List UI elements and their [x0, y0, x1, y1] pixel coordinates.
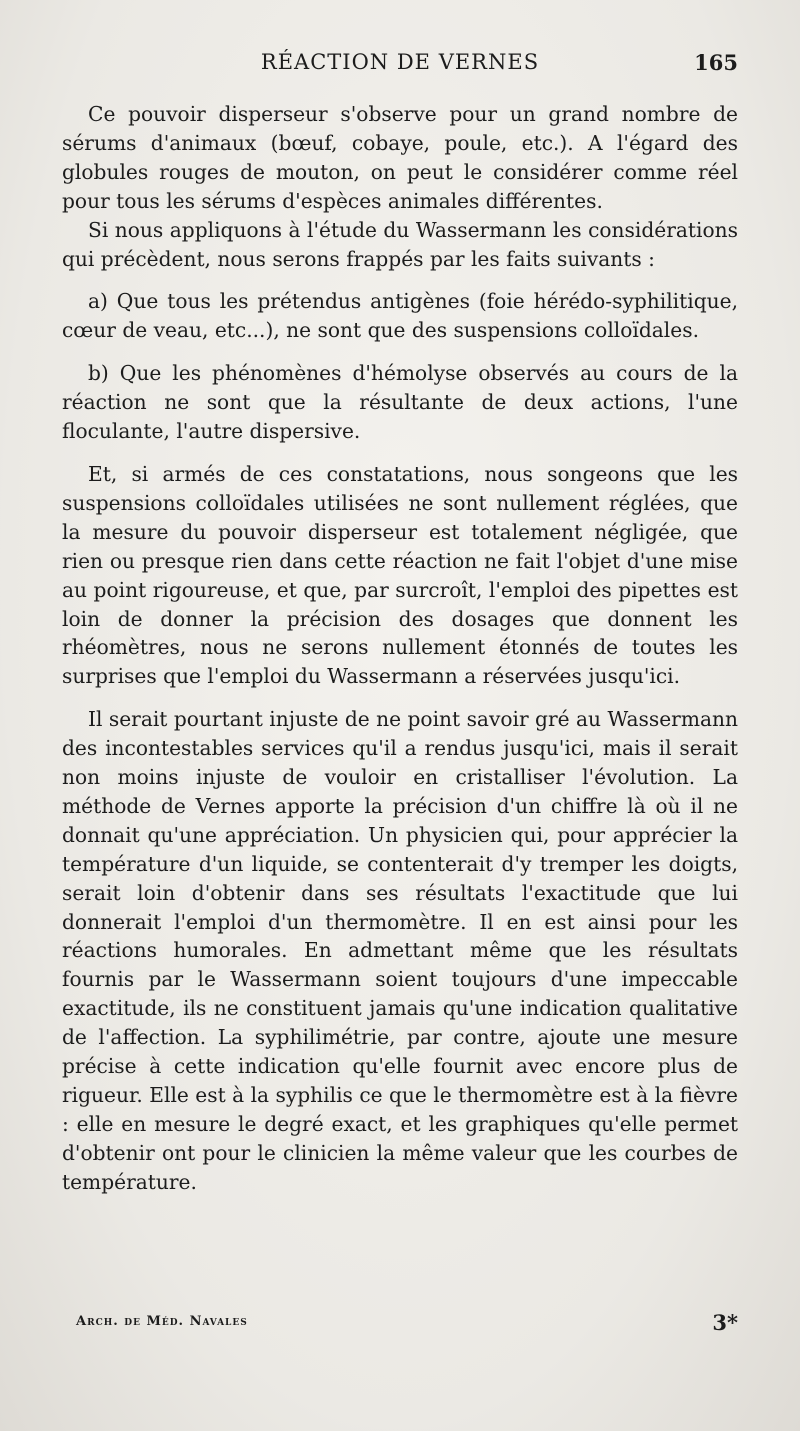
- paragraph-item-a: a) Que tous les prétendus antigènes (foie hérédo-syphilitique, cœur de veau, etc...), ne sont que des suspensions colloïdales.: [62, 289, 738, 343]
- body-text: [62, 100, 738, 1197]
- page-number: 165: [694, 50, 738, 75]
- paragraph: Si nous appliquons à l'étude du Wassermann les considérations qui précèdent, nous serons frappés par les faits suivants :: [62, 217, 738, 271]
- journal-name: Arch. de Méd. Navales: [76, 1314, 248, 1329]
- paragraph: Ce pouvoir disperseur s'observe pour un grand nombre de sérums d'animaux (bœuf, cobaye, poule, etc.). A l'égard des globules rouges de mouton, on peut le considérer comme réel pour tous les sérums d'espèces animales différentes.: [62, 102, 738, 213]
- paragraph: Il serait pourtant injuste de ne point savoir gré au Wassermann des incontestables services qu'il a rendus jusqu'ici, mais il serait non moins injuste de vouloir en cristalliser l'évolution. La méthode de Vernes apporte la précision d'un chiffre là où il ne donnait qu'une appréciation. Un physicien qui, pour apprécier la température d'un liquide, se contenterait d'y tremper les doigts, serait loin d'obtenir dans ses résultats l'exactitude que lui donnerait l'emploi d'un thermomètre. Il en est ainsi pour les réactions humorales. En admettant même que les résultats fournis par le Wassermann soient toujours d'une impeccable exactitude, ils ne constituent jamais qu'une indication qualitative de l'affection. La syphilimétrie, par contre, ajoute une mesure précise à cette indication qu'elle fournit avec encore plus de rigueur. Elle est à la syphilis ce que le thermomètre est à la fièvre : elle en mesure le degré exact, et les graphiques qu'elle permet d'obtenir ont pour le clinicien la même valeur que les courbes de température.: [62, 707, 738, 1194]
- page-header: [62, 50, 738, 82]
- paragraph: Et, si armés de ces constatations, nous songeons que les suspensions colloïdales utilisées ne sont nullement réglées, que la mesure du pouvoir disperseur est totalement négligée, que rien ou presque rien dans cette réaction ne fait l'objet d'une mise au point rigoureuse, et que, par surcroît, l'emploi des pipettes est loin de donner la précision des dosages que donnent les rhéomètres, nous ne serons nullement étonnés de toutes les surprises que l'emploi du Wassermann a réservées jusqu'ici.: [62, 461, 738, 689]
- running-title: RÉACTION DE VERNES: [260, 50, 540, 74]
- paragraph-item-b: b) Que les phénomènes d'hémolyse observés au cours de la réaction ne sont que la résultante de deux actions, l'une floculante, l'autre dispersive.: [62, 361, 738, 444]
- page-footer: [76, 1310, 738, 1340]
- signature-mark: 3*: [712, 1310, 738, 1335]
